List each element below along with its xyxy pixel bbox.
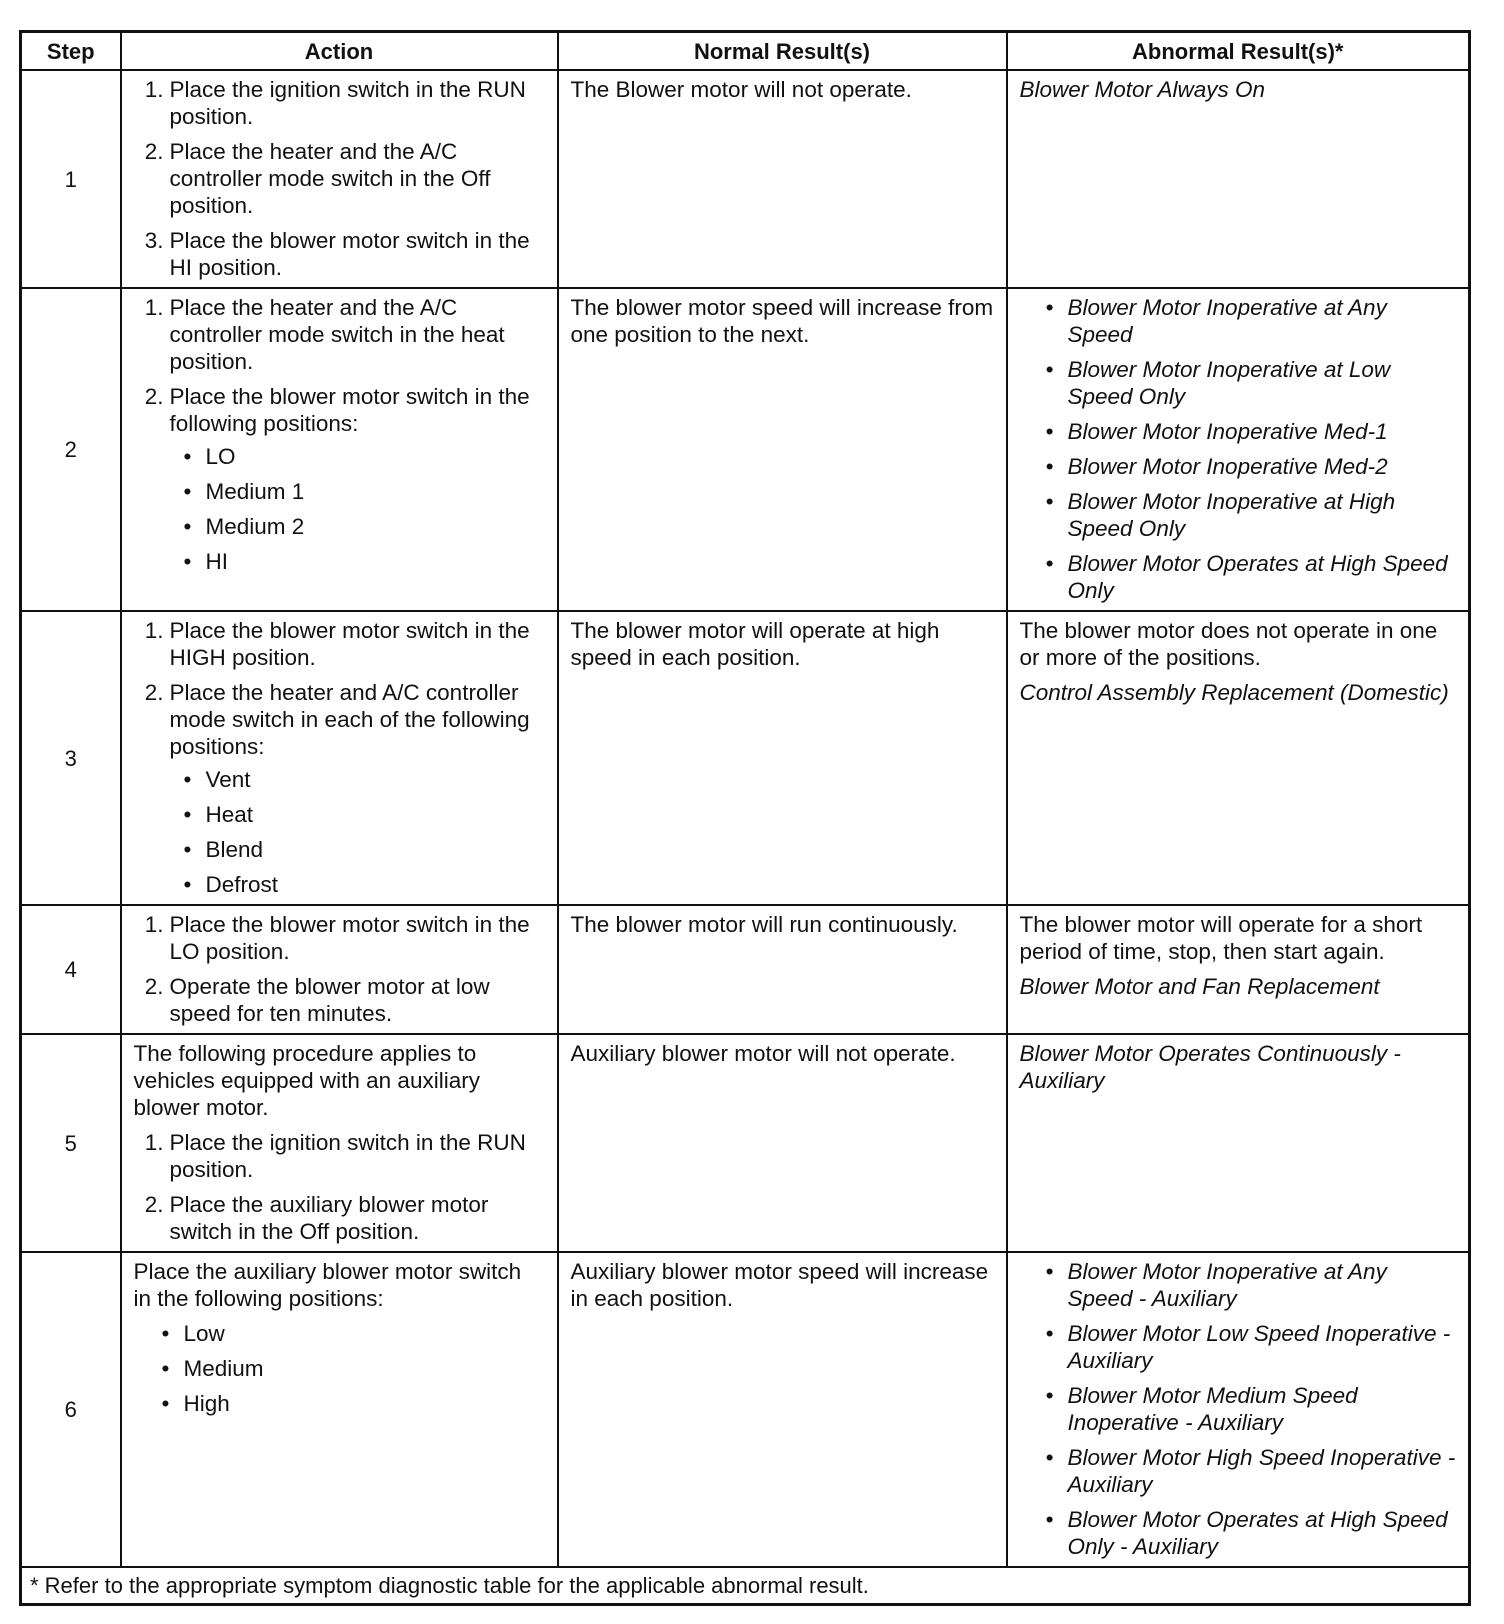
abnormal-result-link[interactable]: • Blower Motor Inoperative Med-1 — [1068, 418, 1457, 445]
diagnostic-table — [19, 30, 1471, 1606]
abnormal-result-link[interactable]: • Blower Motor Low Speed Inoperative - Auxiliary — [1068, 1320, 1457, 1374]
abnormal-result-link[interactable]: • Blower Motor High Speed Inoperative - Auxiliary — [1068, 1444, 1457, 1498]
action-step-list — [134, 294, 545, 575]
abnormal-result-text: The blower motor does not operate in one or more of the positions. — [1019, 618, 1438, 670]
action-step: 2. Place the heater and the A/C controller mode switch in the Off position. — [144, 139, 491, 218]
step-number: 1 — [21, 70, 121, 288]
position-item: • Vent — [206, 766, 545, 793]
normal-result-cell: Auxiliary blower motor will not operate. — [558, 1034, 1007, 1252]
step-number: 3 — [21, 611, 121, 905]
position-item: • LO — [206, 443, 545, 470]
position-item: • Blend — [206, 836, 545, 863]
action-cell — [121, 288, 558, 611]
step-number: 2 — [21, 288, 121, 611]
footnote: * Refer to the appropriate symptom diagnostic table for the applicable abnormal result. — [21, 1567, 1470, 1605]
action-step-list — [134, 911, 545, 1027]
action-step-list — [134, 76, 545, 281]
abnormal-result-cell — [1007, 905, 1470, 1034]
header-step: Step — [21, 32, 121, 71]
action-cell — [121, 70, 558, 288]
action-step: 2. Place the blower motor switch in the following positions: • LO • Medium 1 • Medium 2 • HI — [170, 383, 545, 575]
action-cell — [121, 611, 558, 905]
action-step: 3. Place the blower motor switch in the HI position. — [144, 228, 530, 280]
abnormal-result-link[interactable]: • Blower Motor Inoperative at Any Speed — [1068, 294, 1457, 348]
abnormal-result-link[interactable]: • Blower Motor Medium Speed Inoperative - Auxiliary — [1068, 1382, 1457, 1436]
position-item: • Defrost — [206, 871, 545, 898]
action-step: 1. Place the heater and the A/C controller mode switch in the heat position. — [144, 295, 505, 374]
header-normal-results: Normal Result(s) — [558, 32, 1007, 71]
action-cell — [121, 1034, 558, 1252]
document-page — [19, 30, 1468, 1606]
position-item: • Heat — [206, 801, 545, 828]
header-row — [21, 32, 1470, 71]
normal-result-cell: The blower motor will run continuously. — [558, 905, 1007, 1034]
abnormal-result-cell — [1007, 1252, 1470, 1567]
table-row — [21, 70, 1470, 288]
position-list — [170, 766, 545, 898]
abnormal-result-cell — [1007, 70, 1470, 288]
action-step: 1. Place the ignition switch in the RUN position. — [144, 1130, 526, 1182]
action-step: 1. Place the ignition switch in the RUN position. — [144, 77, 526, 129]
step-number: 5 — [21, 1034, 121, 1252]
position-item: • Low — [184, 1320, 545, 1347]
normal-result-cell: The blower motor will operate at high speed in each position. — [558, 611, 1007, 905]
action-intro: The following procedure applies to vehicles equipped with an auxiliary blower motor. — [133, 1041, 480, 1120]
abnormal-result-cell — [1007, 288, 1470, 611]
normal-result-cell: Auxiliary blower motor speed will increase in each position. — [558, 1252, 1007, 1567]
abnormal-result-list — [1020, 1258, 1457, 1560]
action-step: 2. Place the heater and A/C controller mode switch in each of the following positions: • Vent • Heat • Blend • Defrost — [170, 679, 545, 898]
position-item: • HI — [206, 548, 545, 575]
header-action: Action — [121, 32, 558, 71]
table-row — [21, 288, 1470, 611]
abnormal-result-link[interactable]: Blower Motor and Fan Replacement — [1019, 974, 1380, 999]
position-item: • Medium — [184, 1355, 545, 1382]
step-number: 6 — [21, 1252, 121, 1567]
action-step-list — [134, 617, 545, 898]
table-row — [21, 1252, 1470, 1567]
abnormal-result-cell — [1007, 611, 1470, 905]
action-step: 1. Place the blower motor switch in the LO position. — [144, 912, 530, 964]
position-list — [134, 1320, 545, 1417]
footnote-row — [21, 1567, 1470, 1605]
action-step: 2. Operate the blower motor at low speed for ten minutes. — [144, 974, 490, 1026]
position-item: • High — [184, 1390, 545, 1417]
table-row — [21, 1034, 1470, 1252]
abnormal-result-cell — [1007, 1034, 1470, 1252]
action-cell — [121, 1252, 558, 1567]
abnormal-result-link[interactable]: Control Assembly Replacement (Domestic) — [1019, 680, 1449, 705]
abnormal-result-link[interactable]: • Blower Motor Inoperative at Any Speed - Auxiliary — [1068, 1258, 1457, 1312]
abnormal-result-link[interactable]: • Blower Motor Operates at High Speed Only - Auxiliary — [1068, 1506, 1457, 1560]
action-intro: Place the auxiliary blower motor switch in the following positions: — [133, 1259, 522, 1311]
normal-result-cell: The Blower motor will not operate. — [558, 70, 1007, 288]
abnormal-result-link[interactable]: Blower Motor Always On — [1019, 77, 1265, 102]
action-cell — [121, 905, 558, 1034]
position-item: • Medium 2 — [206, 513, 545, 540]
header-abnormal-results: Abnormal Result(s)* — [1007, 32, 1470, 71]
table-row — [21, 905, 1470, 1034]
action-step: 1. Place the blower motor switch in the HIGH position. — [144, 618, 530, 670]
abnormal-result-link[interactable]: • Blower Motor Inoperative Med-2 — [1068, 453, 1457, 480]
abnormal-result-text: The blower motor will operate for a short period of time, stop, then start again. — [1019, 912, 1423, 964]
action-step-list — [134, 1129, 545, 1245]
abnormal-result-list — [1020, 294, 1457, 604]
abnormal-result-link[interactable]: • Blower Motor Inoperative at High Speed Only — [1068, 488, 1457, 542]
position-item: • Medium 1 — [206, 478, 545, 505]
action-step: 2. Place the auxiliary blower motor switch in the Off position. — [144, 1192, 489, 1244]
abnormal-result-link[interactable]: • Blower Motor Operates at High Speed Only — [1068, 550, 1457, 604]
normal-result-cell: The blower motor speed will increase from one position to the next. — [558, 288, 1007, 611]
abnormal-result-link[interactable]: Blower Motor Operates Continuously - Auxiliary — [1019, 1041, 1401, 1093]
table-row — [21, 611, 1470, 905]
abnormal-result-link[interactable]: • Blower Motor Inoperative at Low Speed Only — [1068, 356, 1457, 410]
position-list — [170, 443, 545, 575]
step-number: 4 — [21, 905, 121, 1034]
